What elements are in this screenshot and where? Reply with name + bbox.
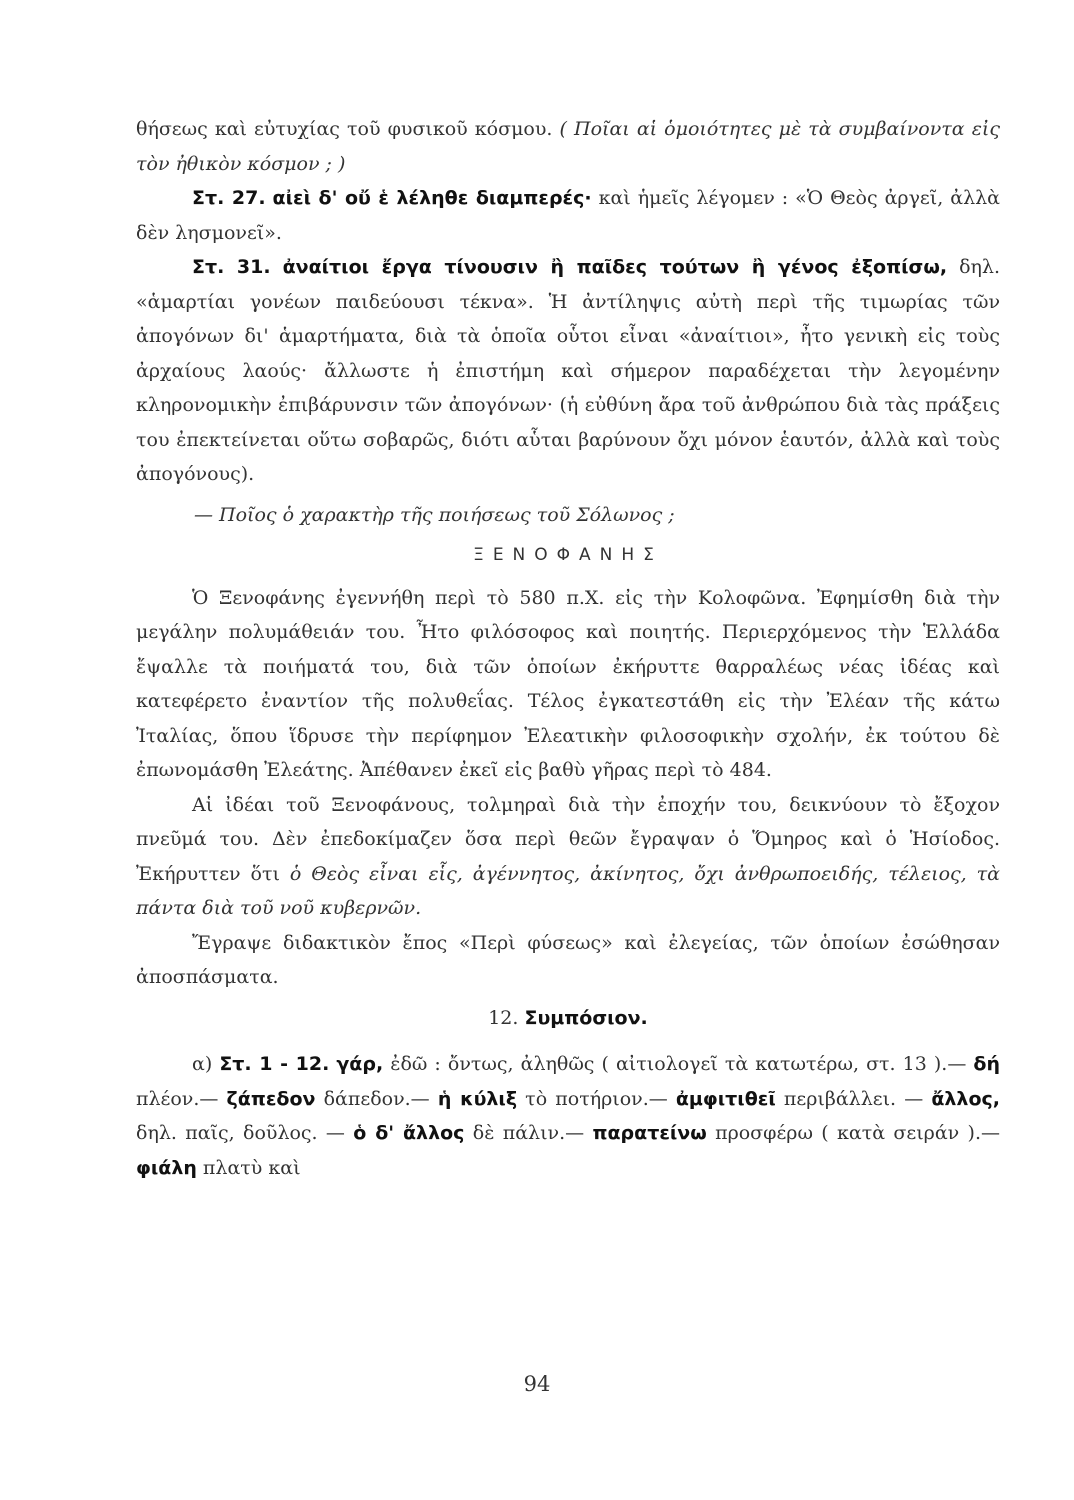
commentary-text-27: καὶ ἡμεῖς λέγομεν : «Ὁ Θεὸς ἀργεῖ, ἀλλὰ δὲν λησμονεῖ». [136,187,1000,244]
works-paragraph: Ἔγραψε διδακτικὸν ἔπος «Περὶ φύσεως» καὶ ἐλεγείας, τῶν ὁποίων ἐσώθησαν ἀποσπάσματα. [136,931,1000,988]
commentary-line-31 [136,250,1000,492]
term-de: δή [973,1053,1000,1075]
gloss-de: πλέον.— [136,1087,227,1110]
study-question: — Ποῖος ὁ χαρακτὴρ τῆς ποιήσεως τοῦ Σόλωνος ; [194,503,675,526]
ideas-paragraph [136,788,1000,926]
page-number: 94 [523,1372,551,1396]
gloss-zapedon: δάπεδον.— [315,1087,438,1110]
verse-quote-27: αἰεὶ δ' οὔ ἑ λέληθε διαμπερές· [272,187,592,209]
gloss-parateino: προσφέρω ( κατὰ σειράν ).— [706,1122,1000,1144]
section-number: 12. [488,1006,519,1029]
term-parateino: παρατείνω [592,1122,707,1144]
term-kylix: ἡ κύλιξ [437,1087,518,1110]
commentary-line-27 [136,181,1000,250]
section-title-text: Συμπόσιον. [524,1006,648,1029]
commentary-text-31: δηλ. «ἁμαρτίαι γονέων παιδεύουσι τέκνα». Ἡ ἀντίληψις αὐτὴ περὶ τῆς τιμωρίας τῶν ἀπογόνων δι' ἁμαρτήματα, διὰ τὰ ὁποῖα οὗτοι εἶναι «ἀναίτιοι», ἦτο γενικὴ εἰς τοὺς ἀρχαίους λαούς· ἄλλωστε ἡ ἐπιστήμη καὶ σήμερον παραδέχεται τὴν λεγομένην κληρονομικὴν ἐπιβάρυνσιν τῶν ἀπογόνων· (ἡ εὐθύνη ἄρα τοῦ ἀνθρώπου διὰ τὰς πράξεις του ἐπεκτείνεται οὕτω σοβαρῶς, διότι αὗται βαρύνουν ὄχι μόνον ἑαυτόν, ἀλλὰ καὶ τοὺς ἀπογόνους). [136,256,1001,485]
main-text [136,112,1000,1185]
term-o-de-allos: ὁ δ' ἄλλος [353,1122,465,1144]
term-zapedon: ζάπεδον [226,1087,316,1110]
gloss-o-de-allos: δὲ πάλιν.— [464,1122,593,1144]
section-heading-xenophanes: ΞΕΝΟΦΑΝΗΣ [473,545,663,565]
gloss-fiali: πλατὺ καὶ [196,1156,301,1179]
ideas-quote: ὁ Θεὸς εἶναι εἷς, ἀγέννητος, ἀκίνητος, ὄχι ἀνθρωποειδής, τέλειος, τὰ πάντα διὰ τοῦ νοῦ κυβερνῶν. [136,862,1000,919]
gloss-kylix: τὸ ποτήριον.— [517,1087,676,1110]
section-title [136,1001,1000,1036]
term-allos: ἄλλος, [931,1087,1000,1110]
gloss-allos: δηλ. παῖς, δοῦλος. — [136,1122,354,1144]
gloss-gar: ἐδῶ : ὄντως, ἀληθῶς ( αἰτιολογεῖ τὰ κατωτέρω, στ. 13 ).— [383,1053,974,1075]
ideas-text: Αἱ ἰδέαι τοῦ Ξενοφάνους, τολμηραὶ διὰ τὴν ἐποχήν του, δεικνύουν τὸ ἔξοχον πνεῦμά του. Δὲν ἐπεδοκίμαζεν ὅσα περὶ θεῶν ἔγραψαν ὁ Ὅμηρος καὶ ὁ Ἡσίοδος. Ἐκήρυττεν ὅτι [136,793,1000,885]
biography-paragraph: Ὁ Ξενοφάνης ἐγεννήθη περὶ τὸ 580 π.Χ. εἰς τὴν Κολοφῶνα. Ἐφημίσθη διὰ τὴν μεγάλην πολυμάθειάν του. Ἦτο φιλόσοφος καὶ ποιητής. Περιερχόμενος τὴν Ἑλλάδα ἔψαλλε τὰ ποιήματά του, διὰ τῶν ὁποίων ἐκήρυττε θαρραλέως νέας ἰδέας καὶ κατεφέρετο ἐναντίον τῆς πολυθεΐας. Τέλος ἐγκατεστάθη εἰς τὴν Ἐλέαν τῆς κάτω Ἰταλίας, ὅπου ἵδρυσε τὴν περίφημον Ἐλεατικὴν φιλοσοφικὴν σχολήν, ἐκ τούτου δὲ ἐπωνομάσθη Ἐλεάτης. Ἀπέθανεν ἐκεῖ εἰς βαθὺ γῆρας περὶ τὸ 484. [136,586,1000,781]
term-gar: γάρ, [336,1053,384,1075]
verse-ref-31: Στ. 31. [192,256,271,278]
verse-ref-27: Στ. 27. [192,187,266,209]
intro-text: θήσεως καὶ εὐτυχίας τοῦ φυσικοῦ κόσμου. [136,118,560,140]
paragraph-intro [136,112,1000,181]
verse-quote-31: ἀναίτιοι ἔργα τίνουσιν ἢ παῖδες τούτων ἢ γένος ἐξοπίσω, [282,256,948,278]
term-fiali: φιάλη [136,1156,197,1179]
gloss-amfitithei: περιβάλλει. — [775,1087,932,1110]
intro-question: ( Ποῖαι αἱ ὁμοιότητες μὲ τὰ συμβαίνοντα εἰς τὸν ἠθικὸν κόσμον ; ) [136,118,1000,175]
notes-verse-ref: Στ. 1 - 12. [219,1053,330,1075]
glossary-notes [136,1047,1000,1185]
term-amfitithei: ἀμφιτιθεῖ [675,1087,776,1110]
notes-prefix: α) [192,1053,213,1075]
